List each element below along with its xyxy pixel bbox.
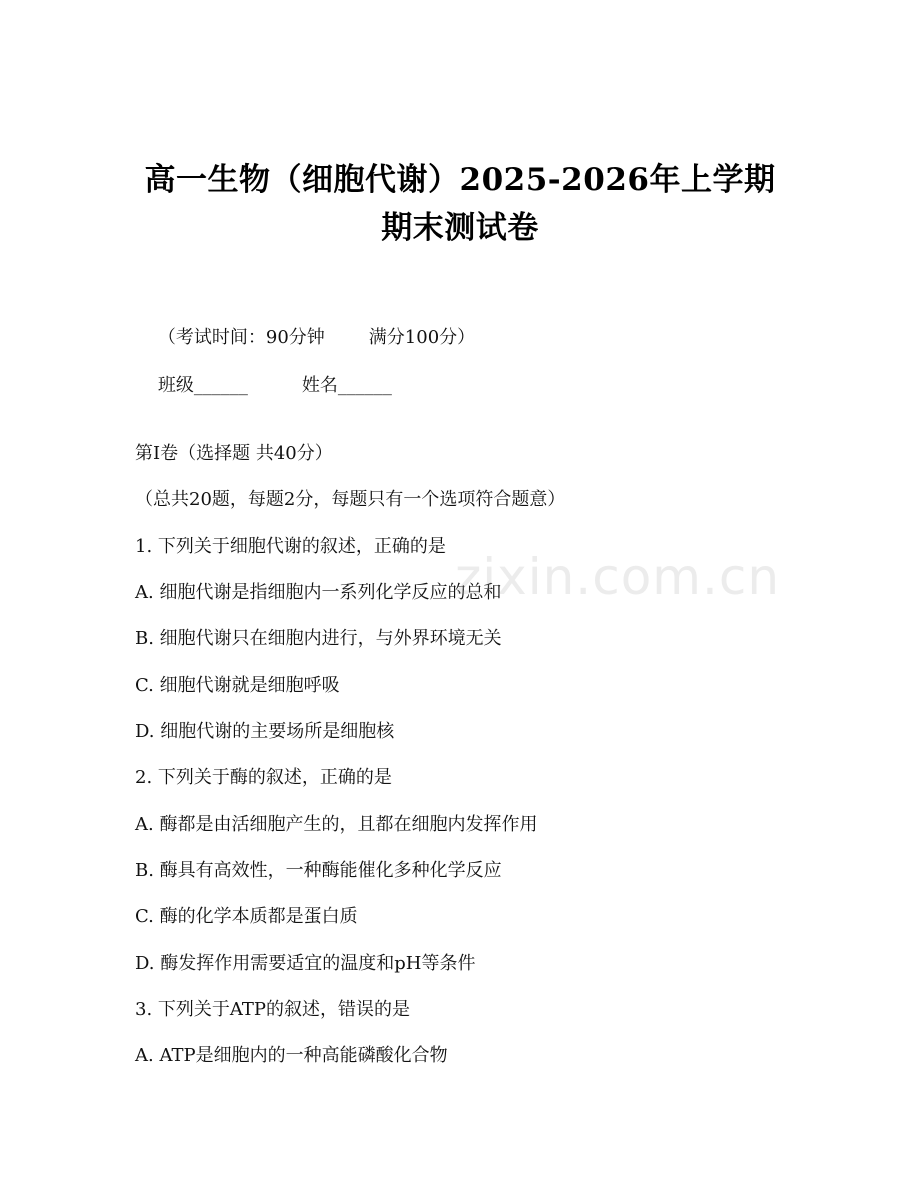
question-option: D. 细胞代谢的主要场所是细胞核 xyxy=(135,721,395,742)
exam-title-line2: 期末测试卷 xyxy=(381,210,539,246)
question-stem: 3. 下列关于ATP的叙述，错误的是 xyxy=(135,999,411,1020)
question-option: C. 酶的化学本质都是蛋白质 xyxy=(135,906,358,927)
student-info-row xyxy=(135,350,392,422)
question-stem: 1. 下列关于细胞代谢的叙述，正确的是 xyxy=(135,536,446,557)
class-field: 班级______ xyxy=(157,375,248,396)
exam-full-score: 满分100分） xyxy=(368,327,476,348)
question-stem: 2. 下列关于酶的叙述，正确的是 xyxy=(135,767,392,788)
question-option: B. 酶具有高效性，一种酶能催化多种化学反应 xyxy=(135,860,502,881)
section-heading: 第Ⅰ卷（选择题 共40分） xyxy=(135,443,333,464)
question-option: D. 酶发挥作用需要适宜的温度和pH等条件 xyxy=(135,953,476,974)
question-option: B. 细胞代谢只在细胞内进行，与外界环境无关 xyxy=(135,628,502,649)
question-option: C. 细胞代谢就是细胞呼吸 xyxy=(135,675,340,696)
question-option: A. 细胞代谢是指细胞内一系列化学反应的总和 xyxy=(135,582,502,603)
question-option: A. ATP是细胞内的一种高能磷酸化合物 xyxy=(135,1045,448,1066)
section-instructions: （总共20题，每题2分，每题只有一个选项符合题意） xyxy=(135,489,566,510)
name-field: 姓名______ xyxy=(301,375,392,396)
question-option: A. 酶都是由活细胞产生的，且都在细胞内发挥作用 xyxy=(135,814,538,835)
exam-title-line1: 高一生物（细胞代谢）2025-2026年上学期 xyxy=(144,162,776,198)
watermark: zixin.com.cn xyxy=(455,548,781,606)
exam-time: （考试时间：90分钟 xyxy=(157,327,325,348)
